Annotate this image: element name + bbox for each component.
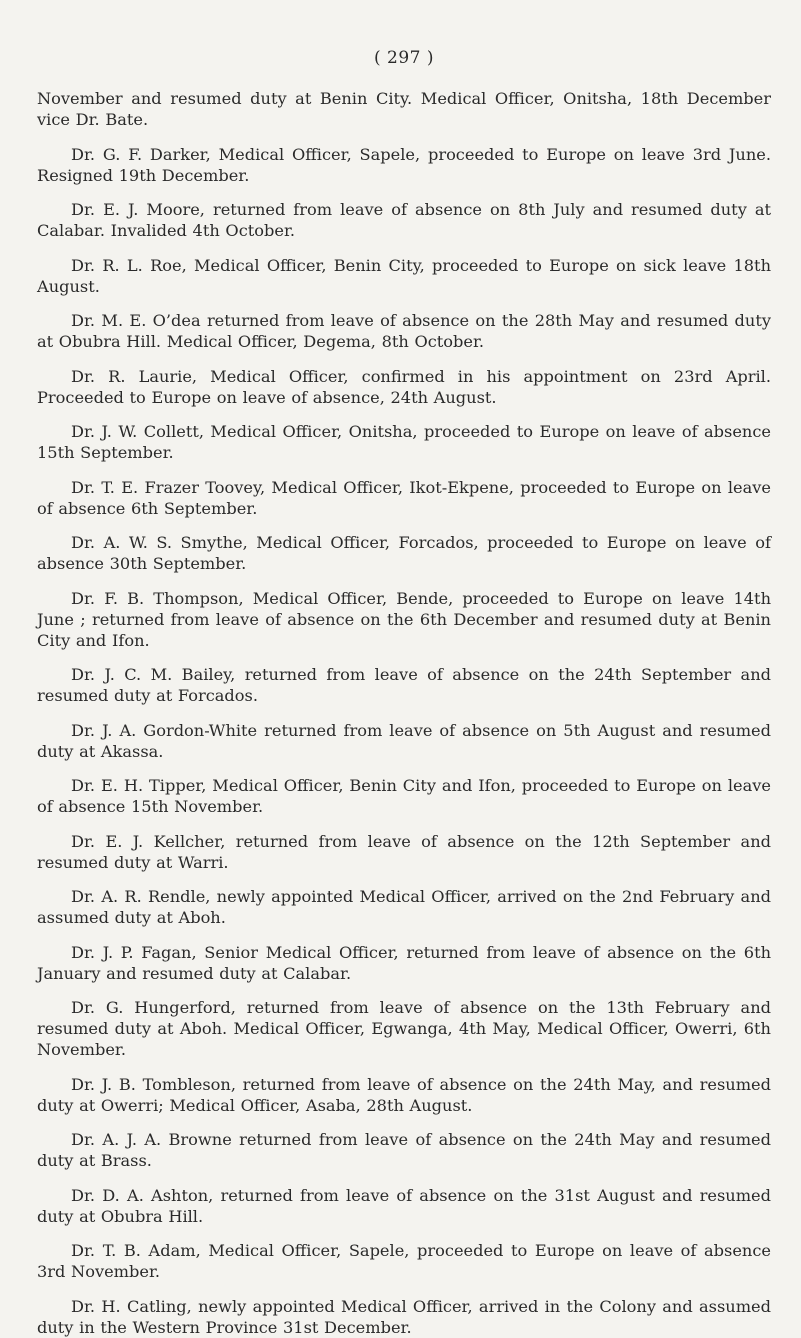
paragraph-roe: Dr. R. L. Roe, Medical Officer, Benin City, proceeded to Europe on sick leave 18th August. bbox=[37, 255, 771, 296]
paragraph-gordon-white: Dr. J. A. Gordon-White returned from leave of absence on 5th August and resumed duty at Akassa. bbox=[37, 720, 771, 761]
paragraph-bailey: Dr. J. C. M. Bailey, returned from leave of absence on the 24th September and resumed duty at Forcados. bbox=[37, 665, 771, 705]
paragraph-kellcher: Dr. E. J. Kellcher, returned from leave of absence on the 12th September and resumed duty at Warri. bbox=[37, 831, 771, 872]
paragraph-ashton: Dr. D. A. Ashton, returned from leave of absence on the 31st August and resumed duty at Obubra Hill. bbox=[37, 1185, 771, 1226]
paragraph-thompson: Dr. F. B. Thompson, Medical Officer, Bende, proceeded to Europe on leave 14th June ; returned from leave of absence on the 6th December and resumed duty at Benin City and Ifon. bbox=[37, 588, 771, 650]
paragraph-browne: Dr. A. J. A. Browne returned from leave of absence on the 24th May and resumed duty at Brass. bbox=[37, 1130, 771, 1170]
paragraph-continuation: November and resumed duty at Benin City. Medical Officer, Onitsha, 18th December vice Dr. Bate. bbox=[37, 89, 771, 129]
paragraph-catling: Dr. H. Catling, newly appointed Medical Officer, arrived in the Colony and assumed duty in the Western Province 31st December. bbox=[37, 1296, 771, 1337]
paragraph-adam: Dr. T. B. Adam, Medical Officer, Sapele, proceeded to Europe on leave of absence 3rd November. bbox=[37, 1241, 771, 1281]
paragraph-hungerford: Dr. G. Hungerford, returned from leave of absence on the 13th February and resumed duty at Aboh. Medical Officer, Egwanga, 4th May, Medical Officer, Owerri, 6th November. bbox=[37, 998, 771, 1059]
paragraph-collett: Dr. J. W. Collett, Medical Officer, Onitsha, proceeded to Europe on leave of absence 15th September. bbox=[37, 422, 771, 462]
paragraph-fagan: Dr. J. P. Fagan, Senior Medical Officer, returned from leave of absence on the 6th January and resumed duty at Calabar. bbox=[37, 942, 771, 983]
paragraph-rendle: Dr. A. R. Rendle, newly appointed Medical Officer, arrived on the 2nd February and assumed duty at Aboh. bbox=[37, 887, 771, 927]
paragraph-darker: Dr. G. F. Darker, Medical Officer, Sapele, proceeded to Europe on leave 3rd June. Resigned 19th December. bbox=[37, 144, 771, 185]
paragraph-toovey: Dr. T. E. Frazer Toovey, Medical Officer, Ikot-Ekpene, proceeded to Europe on leave of absence 6th September. bbox=[37, 477, 771, 518]
paragraph-odea: Dr. M. E. O’dea returned from leave of absence on the 28th May and resumed duty at Obubra Hill. Medical Officer, Degema, 8th October. bbox=[37, 311, 771, 351]
paragraph-tombleson: Dr. J. B. Tombleson, returned from leave of absence on the 24th May, and resumed duty at Owerri; Medical Officer, Asaba, 28th August. bbox=[37, 1074, 771, 1115]
paragraph-laurie: Dr. R. Laurie, Medical Officer, confirmed in his appointment on 23rd April. Proceeded to Europe on leave of absence, 24th August. bbox=[37, 366, 771, 407]
entries-list bbox=[37, 88, 771, 1338]
paragraph-moore: Dr. E. J. Moore, returned from leave of absence on 8th July and resumed duty at Calabar. Invalided 4th October. bbox=[37, 200, 771, 240]
page-number: ( 297 ) bbox=[373, 48, 435, 68]
paragraph-smythe: Dr. A. W. S. Smythe, Medical Officer, Forcados, proceeded to Europe on leave of absence 30th September. bbox=[37, 533, 771, 573]
paragraph-tipper: Dr. E. H. Tipper, Medical Officer, Benin City and Ifon, proceeded to Europe on leave of absence 15th November. bbox=[37, 776, 771, 816]
